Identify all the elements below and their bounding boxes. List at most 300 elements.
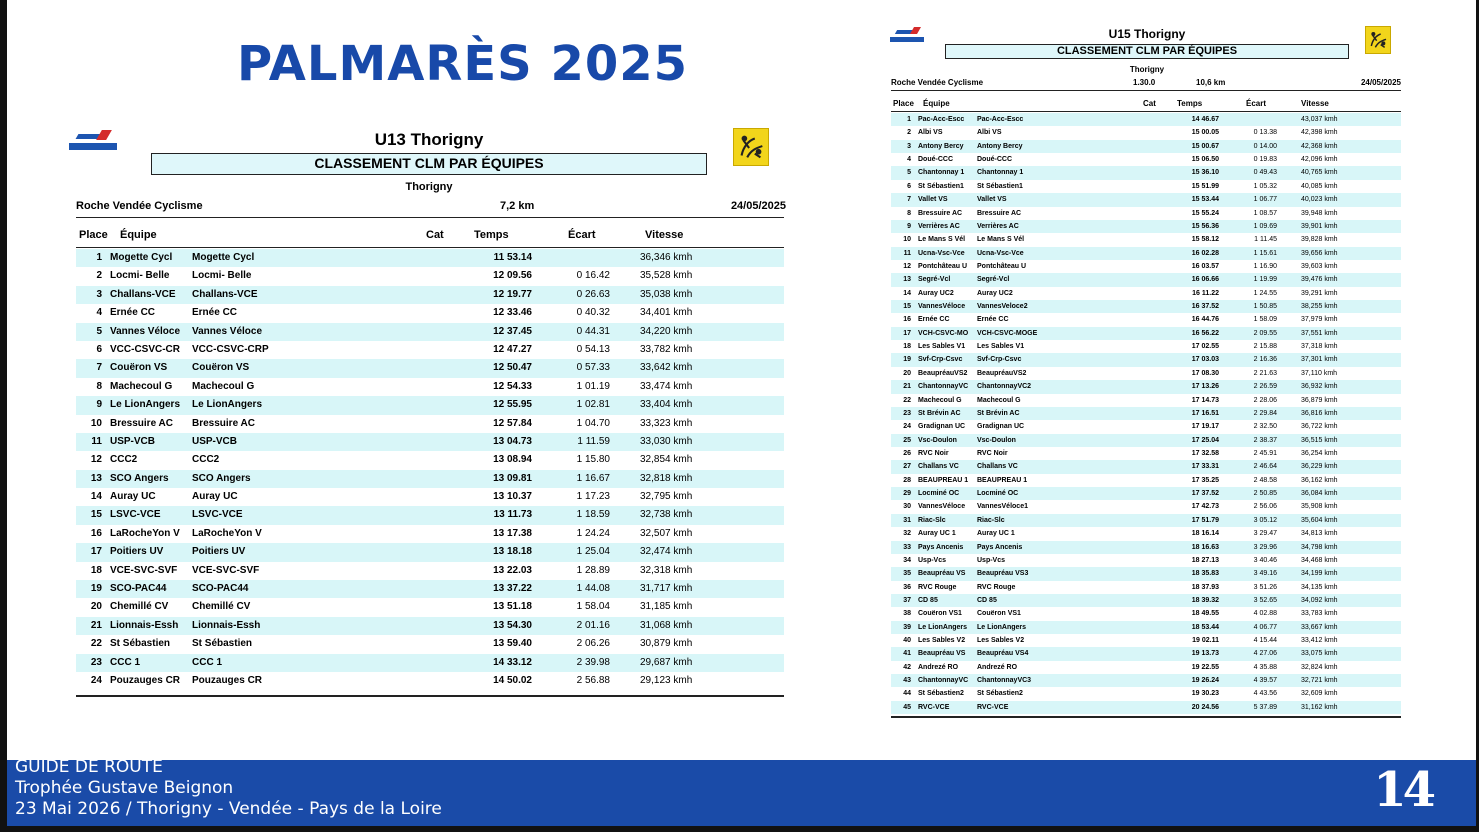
table-row [891, 327, 1401, 340]
cell-team-name: ChantonnayVC [918, 383, 969, 391]
cell-team-name-full: VCH-CSVC-MOGE [977, 329, 1038, 337]
cell-speed: 31,162 kmh [1301, 703, 1338, 711]
cell-team-name-full: Couëron VS [192, 362, 250, 374]
cell-time: 17 08.30 [1191, 369, 1219, 377]
cell-speed: 31,717 kmh [640, 583, 693, 595]
cell-speed: 29,687 kmh [640, 656, 693, 668]
cell-team-name: Locmi- Belle [110, 270, 170, 282]
cell-speed: 32,795 kmh [640, 491, 693, 503]
cell-team-name: Auray UC [110, 491, 156, 503]
cell-speed: 33,404 kmh [640, 399, 693, 411]
table-row [76, 249, 784, 267]
table-row [891, 634, 1401, 647]
cell-place: 24 [90, 674, 102, 686]
divider [891, 90, 1401, 91]
cell-team-name-full: CCC 1 [192, 656, 223, 668]
cell-place: 25 [903, 436, 911, 444]
slide [7, 0, 1476, 826]
cell-speed: 32,609 kmh [1301, 690, 1338, 698]
cell-place: 5 [96, 325, 102, 337]
cell-team-name: Les Sables V2 [918, 637, 966, 645]
footer-event-date-place: 23 Mai 2026 / Thorigny - Vendée - Pays de la Loire [15, 799, 442, 819]
cell-team-name-full: St Sébastien1 [977, 182, 1023, 190]
cell-gap: 1 02.81 [576, 399, 610, 411]
header-equipe: Équipe [120, 229, 157, 241]
cell-place: 6 [96, 343, 102, 355]
header-vitesse: Vitesse [645, 229, 684, 241]
cell-team-name-full: BEAUPREAU 1 [977, 476, 1028, 484]
cell-time: 12 09.56 [493, 270, 532, 282]
cell-gap: 2 45.91 [1253, 449, 1277, 457]
cell-time: 12 37.45 [493, 325, 532, 337]
header-place: Place [79, 229, 108, 241]
cell-time: 12 19.77 [493, 288, 532, 300]
cell-place: 12 [903, 262, 911, 270]
table-row [76, 562, 784, 580]
header-equipe: Équipe [923, 99, 950, 108]
cell-time: 18 53.44 [1191, 623, 1219, 631]
cell-place: 10 [90, 417, 102, 429]
table-row [891, 701, 1401, 714]
cell-team-name: Couëron VS [110, 362, 168, 374]
table-row [76, 267, 784, 285]
cell-time: 12 54.33 [493, 380, 532, 392]
cell-place: 7 [96, 362, 102, 374]
cell-gap: 1 08.57 [1253, 209, 1277, 217]
cell-place: 21 [903, 383, 911, 391]
cell-gap: 1 05.32 [1253, 182, 1277, 190]
cell-place: 16 [90, 527, 102, 539]
cell-gap: 1 06.77 [1253, 196, 1277, 204]
cell-team-name-full: Machecoul G [977, 396, 1021, 404]
cell-place: 14 [903, 289, 911, 297]
cell-team-name-full: RVC-VCE [977, 703, 1009, 711]
cell-team-name: Vannes Véloce [110, 325, 181, 337]
cell-team-name-full: Pays Ancenis [977, 543, 1023, 551]
cell-time: 13 04.73 [493, 435, 532, 447]
table-row [891, 487, 1401, 500]
cell-speed: 36,346 kmh [640, 252, 693, 263]
cell-team-name-full: Ernée CC [192, 307, 238, 319]
cell-team-name: Svf-Crp-Csvc [918, 356, 963, 364]
table-row [891, 273, 1401, 286]
cell-speed: 42,096 kmh [1301, 156, 1338, 164]
cell-time: 12 57.84 [493, 417, 532, 429]
cell-team-name: LaRocheYon V [110, 527, 180, 539]
cell-team-name: Pontchâteau U [918, 262, 968, 270]
cell-place: 45 [903, 703, 911, 711]
header-cat: Cat [1143, 99, 1156, 108]
cell-gap: 2 32.50 [1253, 423, 1277, 431]
cell-speed: 39,828 kmh [1301, 236, 1338, 244]
cell-place: 3 [907, 142, 911, 150]
cell-gap: 2 26.59 [1253, 383, 1277, 391]
table-row [891, 674, 1401, 687]
cell-gap: 2 01.16 [576, 619, 610, 631]
cell-speed: 39,901 kmh [1301, 222, 1338, 230]
cell-place: 43 [903, 677, 911, 685]
cell-gap: 1 15.61 [1253, 249, 1277, 257]
cell-place: 40 [903, 637, 911, 645]
cell-place: 23 [90, 656, 102, 668]
table-row [891, 153, 1401, 166]
cell-gap: 3 05.12 [1253, 516, 1277, 524]
cell-speed: 32,824 kmh [1301, 663, 1338, 671]
cell-speed: 42,398 kmh [1301, 129, 1338, 137]
divider [76, 217, 784, 218]
cell-time: 18 39.32 [1191, 596, 1219, 604]
cell-gap: 1 17.23 [576, 491, 610, 503]
table-row [76, 488, 784, 506]
sheet-info-row [76, 200, 786, 216]
table-row [76, 470, 784, 488]
table-row [891, 687, 1401, 700]
cell-team-name: VannesVéloce [918, 303, 966, 311]
cell-speed: 32,738 kmh [640, 509, 693, 521]
cell-speed: 29,123 kmh [640, 674, 693, 686]
cell-speed: 35,908 kmh [1301, 503, 1338, 511]
cell-place: 2 [96, 270, 102, 282]
cell-time: 17 32.58 [1191, 449, 1219, 457]
table-row [891, 233, 1401, 246]
table-row [891, 567, 1401, 580]
cell-time: 19 22.55 [1191, 663, 1219, 671]
cell-place: 22 [90, 638, 102, 650]
cell-speed: 40,765 kmh [1301, 169, 1338, 177]
cell-team-name: Poitiers UV [110, 546, 164, 558]
cell-speed: 34,220 kmh [640, 325, 693, 337]
cell-place: 4 [907, 156, 911, 164]
cell-place: 9 [907, 222, 911, 230]
cell-team-name: SCO-PAC44 [110, 583, 167, 595]
cell-team-name: St Sébastien [110, 638, 171, 650]
cell-team-name: Chantonnay 1 [918, 169, 965, 177]
race-code: 1.30.0 [1133, 78, 1156, 87]
cell-gap: 0 14.00 [1253, 142, 1277, 150]
cell-time: 17 03.03 [1191, 356, 1219, 364]
cell-time: 15 51.99 [1191, 182, 1219, 190]
cell-team-name-full: Le Mans S Vél [977, 236, 1025, 244]
cell-place: 33 [903, 543, 911, 551]
cell-team-name-full: Pontchâteau U [977, 262, 1027, 270]
cell-gap: 1 01.19 [576, 380, 610, 392]
cell-time: 13 11.73 [493, 509, 532, 521]
cell-speed: 36,084 kmh [1301, 490, 1338, 498]
cell-speed: 40,023 kmh [1301, 196, 1338, 204]
cell-speed: 39,656 kmh [1301, 249, 1338, 257]
cell-time: 16 06.66 [1191, 276, 1219, 284]
cell-place: 17 [903, 329, 911, 337]
cell-speed: 34,092 kmh [1301, 596, 1338, 604]
cell-gap: 4 39.57 [1253, 677, 1277, 685]
cell-place: 5 [907, 169, 911, 177]
cell-place: 14 [90, 491, 102, 503]
cell-team-name-full: Antony Bercy [977, 142, 1023, 150]
cell-place: 35 [903, 570, 911, 578]
cell-gap: 2 06.26 [576, 638, 610, 650]
cell-speed: 42,368 kmh [1301, 142, 1338, 150]
cell-gap: 1 16.90 [1253, 262, 1277, 270]
race-distance: 7,2 km [500, 200, 535, 212]
cell-speed: 33,075 kmh [1301, 650, 1338, 658]
cell-speed: 39,603 kmh [1301, 262, 1338, 270]
cell-team-name-full: Auray UC2 [977, 289, 1013, 297]
cell-team-name: Usp-Vcs [918, 556, 947, 564]
cell-place: 32 [903, 530, 911, 538]
cell-gap: 2 48.58 [1253, 476, 1277, 484]
cell-speed: 36,722 kmh [1301, 423, 1338, 431]
cell-speed: 32,474 kmh [640, 546, 693, 558]
cell-speed: 33,474 kmh [640, 380, 693, 392]
cell-gap: 0 40.32 [576, 307, 610, 319]
cell-place: 23 [903, 409, 911, 417]
cell-gap: 0 57.33 [576, 362, 610, 374]
cell-team-name-full: Albi VS [977, 129, 1002, 137]
cell-gap: 2 46.64 [1253, 463, 1277, 471]
cell-time: 19 13.73 [1191, 650, 1219, 658]
header-temps: Temps [1177, 99, 1203, 108]
cell-team-name-full: Couëron VS1 [977, 610, 1021, 618]
cell-team-name-full: LSVC-VCE [192, 509, 243, 521]
table-row [891, 541, 1401, 554]
cell-gap: 2 15.88 [1253, 343, 1277, 351]
cell-time: 15 55.24 [1191, 209, 1219, 217]
cell-place: 8 [96, 380, 102, 392]
cell-time: 17 13.26 [1191, 383, 1219, 391]
cell-gap: 1 15.80 [576, 454, 610, 466]
cell-speed: 37,979 kmh [1301, 316, 1338, 324]
cell-team-name-full: St Sébastien2 [977, 690, 1023, 698]
cell-team-name-full: VannesVéloce1 [977, 503, 1028, 511]
cell-team-name-full: Challans VC [977, 463, 1018, 471]
table-row [76, 506, 784, 524]
cell-team-name-full: Ucna-Vsc-Vce [977, 249, 1024, 257]
table-row [891, 420, 1401, 433]
table-row [891, 380, 1401, 393]
cell-team-name: CCC 1 [110, 656, 141, 668]
cell-time: 18 16.63 [1191, 543, 1219, 551]
cell-team-name: Mogette Cycl [110, 252, 173, 263]
cell-place: 18 [903, 343, 911, 351]
cell-time: 19 26.24 [1191, 677, 1219, 685]
table-row [76, 580, 784, 598]
club-logo [733, 128, 769, 166]
table-row [891, 661, 1401, 674]
cell-team-name-full: Machecoul G [192, 380, 255, 392]
cell-gap: 2 56.88 [576, 674, 610, 686]
header-temps: Temps [474, 229, 509, 241]
cell-gap: 4 27.06 [1253, 650, 1277, 658]
cell-speed: 32,318 kmh [640, 564, 693, 576]
cell-place: 29 [903, 490, 911, 498]
cell-team-name: VCE-SVC-SVF [110, 564, 178, 576]
table-row [76, 378, 784, 396]
results-table [76, 249, 784, 690]
cell-team-name: Ernée CC [918, 316, 950, 324]
cell-place: 15 [903, 303, 911, 311]
cell-speed: 43,037 kmh [1301, 116, 1338, 123]
table-row [891, 500, 1401, 513]
cell-speed: 35,038 kmh [640, 288, 693, 300]
cell-team-name-full: CCC2 [192, 454, 220, 466]
cell-team-name-full: Segré-Vcl [977, 276, 1010, 284]
cell-place: 9 [96, 399, 102, 411]
table-row [76, 286, 784, 304]
sheet-info-row [891, 78, 1401, 90]
cell-team-name: Le LionAngers [918, 623, 968, 631]
cell-team-name-full: VannesVeloce2 [977, 303, 1028, 311]
footer-bar [7, 757, 1476, 826]
cell-team-name: Bressuire AC [110, 417, 173, 429]
cell-time: 18 49.55 [1191, 610, 1219, 618]
cell-place: 3 [96, 288, 102, 300]
cell-gap: 2 29.84 [1253, 409, 1277, 417]
cell-gap: 1 11.45 [1254, 236, 1277, 244]
cell-gap: 4 06.77 [1253, 623, 1277, 631]
cell-time: 13 17.38 [493, 527, 532, 539]
cell-team-name-full: Auray UC 1 [977, 530, 1015, 538]
cell-time: 15 58.12 [1191, 236, 1219, 244]
cell-gap: 2 56.06 [1253, 503, 1277, 511]
cell-speed: 37,110 kmh [1301, 369, 1338, 377]
cell-time: 17 33.31 [1191, 463, 1219, 471]
cell-team-name: Pac-Acc-Escc [918, 116, 965, 123]
table-row [76, 451, 784, 469]
cell-team-name-full: Verrières AC [977, 222, 1019, 230]
table-row [891, 474, 1401, 487]
cell-team-name: St Sébastien2 [918, 690, 964, 698]
cell-gap: 2 21.63 [1253, 369, 1277, 377]
cell-speed: 32,721 kmh [1301, 677, 1338, 685]
cell-gap: 4 43.56 [1253, 690, 1277, 698]
cell-place: 44 [903, 690, 911, 698]
cell-place: 38 [903, 610, 911, 618]
table-row [891, 220, 1401, 233]
cell-gap: 3 49.16 [1253, 570, 1277, 578]
table-row [891, 581, 1401, 594]
cell-team-name-full: Challans-VCE [192, 288, 258, 300]
cell-team-name: Pays Ancenis [918, 543, 964, 551]
cell-team-name: CD 85 [918, 596, 938, 604]
cell-team-name-full: USP-VCB [192, 435, 238, 447]
cell-team-name-full: Mogette Cycl [192, 252, 255, 263]
table-row [891, 140, 1401, 153]
cell-team-name-full: VCE-SVC-SVF [192, 564, 260, 576]
cell-speed: 35,604 kmh [1301, 516, 1338, 524]
cell-place: 2 [907, 129, 911, 137]
cell-speed: 34,468 kmh [1301, 556, 1338, 564]
cell-gap: 2 50.85 [1253, 490, 1277, 498]
results-table [891, 113, 1401, 714]
page-number: 14 [1373, 762, 1432, 818]
u15-results-sheet [887, 22, 1407, 722]
cell-team-name: Gradignan UC [918, 423, 966, 431]
table-row [891, 594, 1401, 607]
table-row [891, 434, 1401, 447]
cell-time: 17 14.73 [1191, 396, 1219, 404]
table-row [891, 514, 1401, 527]
table-row [891, 300, 1401, 313]
sheet-location: Thorigny [405, 181, 453, 193]
divider [891, 111, 1401, 112]
cell-team-name-full: Chantonnay 1 [977, 169, 1024, 177]
cell-gap: 3 29.96 [1253, 543, 1277, 551]
cell-team-name: St Sébastien1 [918, 182, 964, 190]
cell-team-name-full: Usp-Vcs [977, 556, 1006, 564]
cell-time: 15 56.36 [1191, 222, 1219, 230]
cell-time: 17 19.17 [1191, 423, 1219, 431]
cell-time: 16 56.22 [1191, 329, 1219, 337]
cell-time: 12 33.46 [493, 307, 532, 319]
cell-gap: 2 09.55 [1253, 329, 1277, 337]
cell-gap: 1 18.59 [576, 509, 610, 521]
sheet-banner: CLASSEMENT CLM PAR ÉQUIPES [945, 44, 1349, 59]
table-header [76, 229, 784, 245]
cell-gap: 3 40.46 [1253, 556, 1277, 564]
cell-speed: 39,291 kmh [1301, 289, 1338, 297]
cell-time: 16 11.22 [1192, 289, 1219, 297]
cell-speed: 34,401 kmh [640, 307, 693, 319]
cell-time: 15 00.05 [1191, 129, 1219, 137]
cell-team-name: Challans VC [918, 463, 959, 471]
cell-team-name-full: Le LionAngers [192, 399, 263, 411]
cell-team-name: Albi VS [918, 129, 943, 137]
cell-team-name-full: St Brévin AC [977, 409, 1020, 417]
cell-team-name-full: Beaupréau VS3 [977, 570, 1029, 578]
cell-team-name: RVC Rouge [918, 583, 957, 591]
cell-time: 16 02.28 [1191, 249, 1219, 257]
footer-guide-label: GUIDE DE ROUTE [15, 757, 163, 777]
cell-gap: 1 24.55 [1253, 289, 1277, 297]
race-date: 24/05/2025 [1360, 78, 1401, 87]
cell-time: 16 44.76 [1191, 316, 1219, 324]
sheet-location: Thorigny [1129, 65, 1165, 74]
cell-gap: 2 38.37 [1253, 436, 1277, 444]
cell-team-name-full: Ernée CC [977, 316, 1009, 324]
cell-place: 34 [903, 556, 911, 564]
cell-gap: 4 02.88 [1253, 610, 1277, 618]
table-row [891, 607, 1401, 620]
cell-speed: 34,813 kmh [1301, 530, 1338, 538]
table-row [891, 260, 1401, 273]
cell-time: 18 27.13 [1191, 556, 1219, 564]
cell-time: 11 53.14 [493, 252, 532, 263]
cell-team-name: ChantonnayVC [918, 677, 969, 685]
cell-speed: 33,412 kmh [1301, 637, 1338, 645]
cell-team-name: Locminé OC [918, 490, 960, 498]
cell-speed: 33,323 kmh [640, 417, 693, 429]
cell-place: 20 [903, 369, 911, 377]
cell-gap: 4 15.44 [1253, 637, 1277, 645]
cell-speed: 36,515 kmh [1301, 436, 1338, 444]
cell-speed: 32,818 kmh [640, 472, 693, 484]
cell-place: 21 [90, 619, 102, 631]
cell-time: 17 02.55 [1191, 343, 1219, 351]
cell-team-name: RVC Noir [918, 449, 949, 457]
cell-team-name: Verrières AC [918, 222, 960, 230]
table-row [76, 543, 784, 561]
table-row [76, 525, 784, 543]
cell-time: 19 02.11 [1192, 637, 1219, 645]
cell-place: 19 [903, 356, 911, 364]
cell-team-name: RVC-VCE [918, 703, 950, 711]
cell-time: 13 08.94 [493, 454, 532, 466]
cell-team-name: Vsc-Doulon [918, 436, 957, 444]
cell-team-name-full: Bressuire AC [977, 209, 1022, 217]
race-distance: 10,6 km [1196, 78, 1226, 87]
cell-speed: 36,229 kmh [1301, 463, 1338, 471]
cell-speed: 37,318 kmh [1301, 343, 1338, 351]
